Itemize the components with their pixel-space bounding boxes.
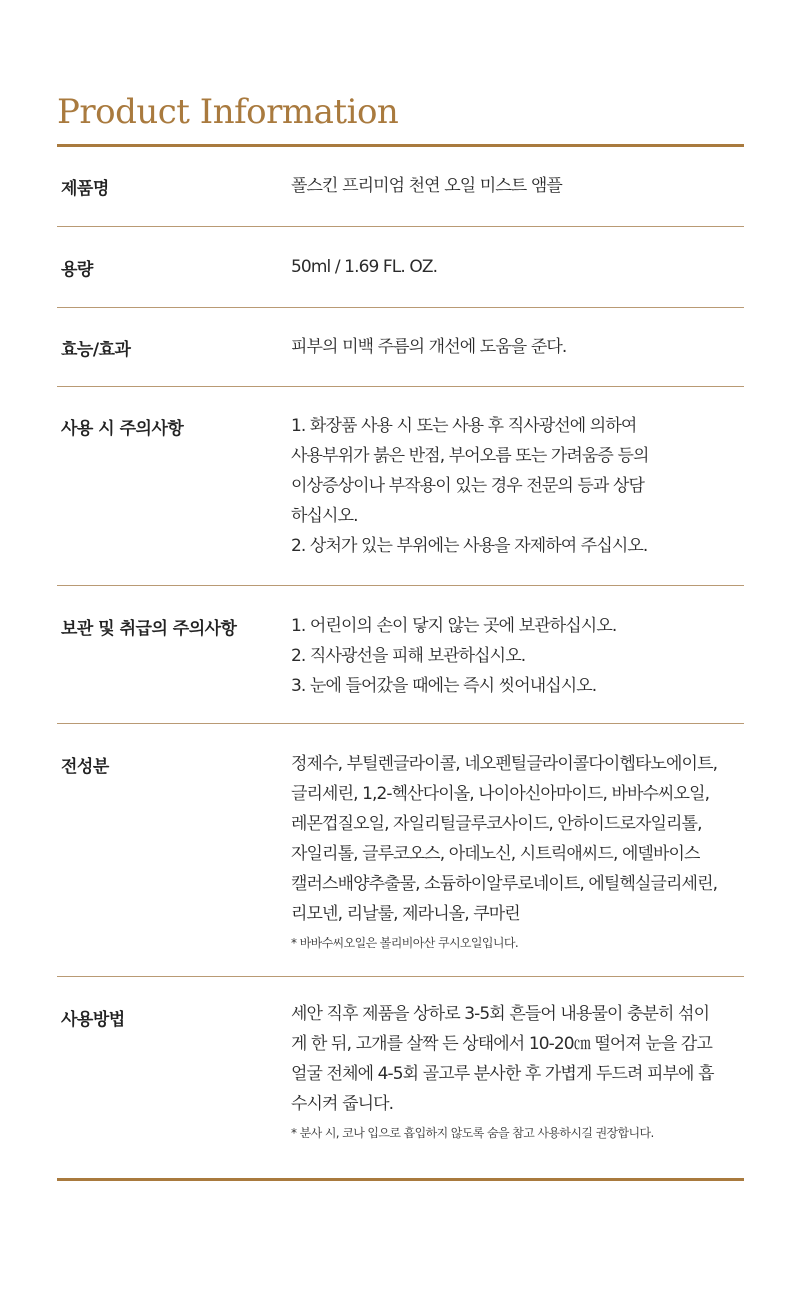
value-line: 2. 상처가 있는 부위에는 사용을 자제하여 주십시오. (291, 536, 648, 556)
value-line: 사용부위가 붉은 반점, 부어오름 또는 가려움증 등의 (291, 446, 649, 466)
section-title: Product Information (57, 92, 399, 132)
row-label: 효능/효과 (61, 340, 131, 360)
value-line: 이상증상이나 부작용이 있는 경우 전문의 등과 상담 (291, 476, 644, 496)
value-line: 게 한 뒤, 고개를 살짝 든 상태에서 10-20㎝ 떨어져 눈을 감고 (291, 1034, 712, 1054)
row-value (291, 332, 747, 362)
row-value (291, 171, 747, 201)
value-line: 정제수, 부틸렌글라이콜, 네오펜틸글라이콜다이헵타노에이트, (291, 754, 718, 774)
row-value (291, 999, 747, 1142)
value-line: 3. 눈에 들어갔을 때에는 즉시 씻어내십시오. (291, 676, 597, 696)
value-line: 글리세린, 1,2-헥산다이올, 나이아신아마이드, 바바수씨오일, (291, 784, 710, 804)
row-divider (57, 386, 744, 387)
value-line: 1. 어린이의 손이 닿지 않는 곳에 보관하십시오. (291, 616, 617, 636)
value-line: 1. 화장품 사용 시 또는 사용 후 직사광선에 의하여 (291, 416, 637, 436)
footnote: * 분사 시, 코나 입으로 흡입하지 않도록 숨을 참고 사용하시길 권장합니다. (291, 1126, 654, 1140)
value-line: 리모넨, 리날룰, 제라니올, 쿠마린 (291, 904, 520, 924)
bottom-rule (57, 1178, 744, 1181)
row-divider (57, 226, 744, 227)
footnote: * 바바수씨오일은 볼리비아산 쿠시오일입니다. (291, 936, 519, 950)
value-line: 피부의 미백 주름의 개선에 도움을 준다. (291, 337, 567, 357)
row-label: 사용방법 (61, 1010, 125, 1030)
row-divider (57, 585, 744, 586)
row-divider (57, 307, 744, 308)
row-value (291, 252, 747, 282)
row-divider (57, 976, 744, 977)
row-label: 제품명 (61, 179, 109, 199)
row-label: 보관 및 취급의 주의사항 (61, 619, 237, 639)
row-label: 전성분 (61, 757, 109, 777)
value-line: 레몬껍질오일, 자일리틸글루코사이드, 안하이드로자일리톨, (291, 814, 702, 834)
value-line: 자일리톨, 글루코오스, 아데노신, 시트릭애씨드, 에델바이스 (291, 844, 700, 864)
value-line: 2. 직사광선을 피해 보관하십시오. (291, 646, 526, 666)
row-divider (57, 723, 744, 724)
row-value (291, 411, 747, 561)
value-line: 얼굴 전체에 4-5회 골고루 분사한 후 가볍게 두드려 피부에 흡 (291, 1064, 714, 1084)
value-line: 캘러스배양추출물, 소듐하이알루로네이트, 에틸헥실글리세린, (291, 874, 718, 894)
value-line: 50ml / 1.69 FL. OZ. (291, 257, 438, 277)
row-value (291, 611, 747, 701)
row-value (291, 749, 747, 952)
value-line: 세안 직후 제품을 상하로 3-5회 흔들어 내용물이 충분히 섞이 (291, 1004, 710, 1024)
value-line: 수시켜 줍니다. (291, 1094, 394, 1114)
row-label: 용량 (61, 260, 93, 280)
value-line: 하십시오. (291, 506, 358, 526)
value-line: 폴스킨 프리미엄 천연 오일 미스트 앰플 (291, 176, 562, 196)
row-label: 사용 시 주의사항 (61, 419, 184, 439)
top-rule (57, 144, 744, 147)
